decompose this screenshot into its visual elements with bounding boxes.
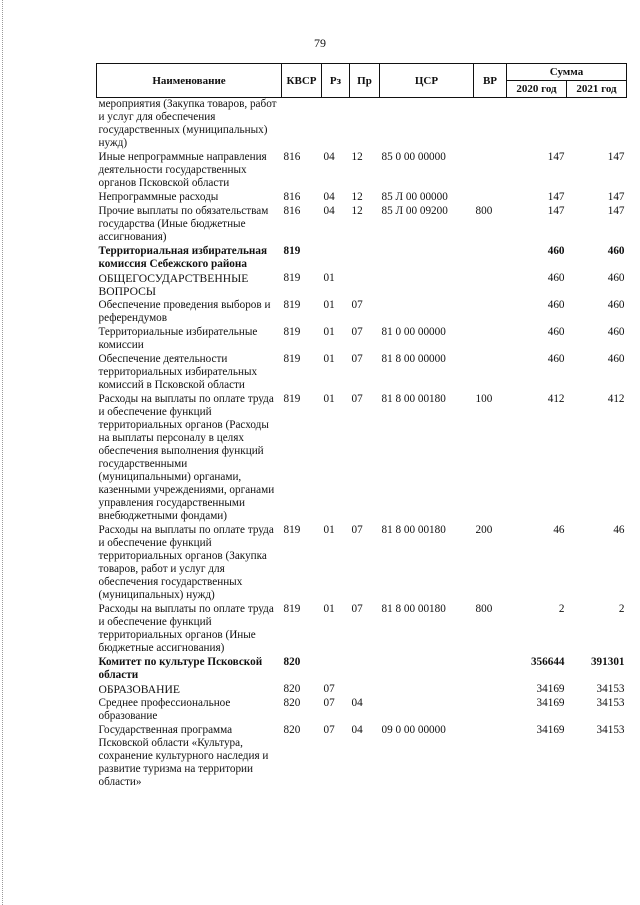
cell-kvsr: 819 bbox=[283, 245, 301, 257]
cell-csr: 85 Л 00 00000 bbox=[381, 191, 448, 203]
cell-sum-2021: 34153 bbox=[596, 697, 625, 709]
cell-name: мероприятия (Закупка товаров, работ и услуг для обеспечения государственных (муниципальных) нужд) bbox=[98, 98, 277, 149]
cell-csr: 81 0 00 00000 bbox=[381, 326, 446, 338]
table-row bbox=[97, 724, 627, 790]
cell-pr: 04 bbox=[351, 724, 363, 736]
cell-rz: 01 bbox=[323, 524, 335, 536]
cell-sum-2020 bbox=[507, 98, 567, 152]
table-row bbox=[97, 272, 627, 299]
cell-rz bbox=[322, 98, 350, 152]
cell-rz: 04 bbox=[323, 151, 335, 163]
cell-kvsr: 816 bbox=[283, 205, 301, 217]
cell-sum-2021: 46 bbox=[613, 524, 625, 536]
cell-kvsr: 819 bbox=[283, 524, 301, 536]
table-row bbox=[97, 603, 627, 656]
cell-sum-2021: 460 bbox=[607, 245, 625, 257]
cell-name: Обеспечение проведения выборов и референдумов bbox=[98, 299, 271, 324]
cell-rz: 01 bbox=[323, 272, 335, 284]
table-row bbox=[97, 353, 627, 393]
cell-sum-2021: 147 bbox=[607, 191, 625, 203]
cell-vr: 800 bbox=[475, 205, 493, 217]
cell-vr bbox=[474, 245, 507, 272]
cell-sum-2021: 460 bbox=[607, 272, 625, 284]
table-row bbox=[97, 697, 627, 724]
cell-sum-2020: 356644 bbox=[530, 656, 565, 668]
cell-pr: 07 bbox=[351, 524, 363, 536]
header-rz: Рз bbox=[322, 64, 350, 98]
cell-name: Территориальная избирательная комиссия Себежского района bbox=[98, 245, 268, 270]
budget-table-grid bbox=[96, 63, 627, 790]
cell-name: Комитет по культуре Псковской области bbox=[98, 656, 263, 681]
cell-name: Расходы на выплаты по оплате труда и обеспечение функций территориальных органов (Расходы на выплаты персоналу в целях обеспечения выполнения функций государственными (муниципальными) органами, казенными учреждениями, органами управления государственными внебюджетными фондами) bbox=[98, 393, 275, 522]
cell-sum-2020: 147 bbox=[547, 191, 565, 203]
header-name: Наименование bbox=[97, 64, 282, 98]
cell-kvsr: 820 bbox=[283, 656, 301, 668]
table-header bbox=[97, 64, 627, 98]
table-row bbox=[97, 683, 627, 697]
cell-name: Среднее профессиональное образование bbox=[98, 697, 231, 722]
cell-kvsr: 819 bbox=[283, 603, 301, 615]
cell-sum-2020: 34169 bbox=[536, 697, 565, 709]
cell-csr bbox=[380, 299, 474, 326]
cell-name: Прочие выплаты по обязательствам государства (Иные бюджетные ассигнования) bbox=[98, 205, 269, 243]
cell-vr bbox=[474, 656, 507, 683]
cell-name: Непрограммные расходы bbox=[98, 191, 219, 203]
cell-kvsr bbox=[282, 98, 322, 152]
cell-pr: 07 bbox=[351, 299, 363, 311]
cell-rz: 07 bbox=[323, 683, 335, 695]
cell-name: Расходы на выплаты по оплате труда и обеспечение функций территориальных органов (Иные бюджетные ассигнования) bbox=[98, 603, 274, 654]
table-row bbox=[97, 524, 627, 603]
cell-vr bbox=[474, 683, 507, 697]
cell-kvsr: 816 bbox=[283, 151, 301, 163]
cell-sum-2020: 46 bbox=[553, 524, 565, 536]
cell-vr: 100 bbox=[475, 393, 493, 405]
table-row bbox=[97, 98, 627, 152]
cell-name: Обеспечение деятельности территориальных избирательных комиссий в Псковской области bbox=[98, 353, 258, 391]
cell-rz: 01 bbox=[323, 299, 335, 311]
cell-rz: 01 bbox=[323, 603, 335, 615]
cell-rz: 07 bbox=[323, 697, 335, 709]
cell-name: Иные непрограммные направления деятельности государственных органов Псковской области bbox=[98, 151, 267, 189]
page-edge bbox=[2, 0, 4, 905]
cell-pr bbox=[350, 656, 380, 683]
cell-sum-2021: 34153 bbox=[596, 683, 625, 695]
cell-pr: 07 bbox=[351, 353, 363, 365]
cell-csr bbox=[380, 98, 474, 152]
cell-csr bbox=[380, 272, 474, 299]
cell-kvsr: 819 bbox=[283, 326, 301, 338]
cell-vr bbox=[474, 191, 507, 205]
cell-pr bbox=[350, 245, 380, 272]
cell-csr: 85 0 00 00000 bbox=[381, 151, 446, 163]
cell-sum-2021: 412 bbox=[607, 393, 625, 405]
cell-csr: 09 0 00 00000 bbox=[381, 724, 446, 736]
header-year-2021: 2021 год bbox=[567, 81, 627, 98]
header-vr: ВР bbox=[474, 64, 507, 98]
cell-name: Расходы на выплаты по оплате труда и обеспечение функций территориальных органов (Закупка товаров, работ и услуг для обеспечения государственных (муниципальных) нужд) bbox=[98, 524, 274, 601]
cell-sum-2021 bbox=[567, 98, 627, 152]
cell-csr bbox=[380, 245, 474, 272]
cell-vr bbox=[474, 299, 507, 326]
cell-kvsr: 820 bbox=[283, 697, 301, 709]
cell-sum-2020: 34169 bbox=[536, 724, 565, 736]
cell-vr bbox=[474, 98, 507, 152]
table-row bbox=[97, 299, 627, 326]
table-row bbox=[97, 656, 627, 683]
cell-rz: 01 bbox=[323, 326, 335, 338]
cell-sum-2020: 34169 bbox=[536, 683, 565, 695]
cell-csr bbox=[380, 683, 474, 697]
cell-kvsr: 819 bbox=[283, 393, 301, 405]
cell-vr bbox=[474, 697, 507, 724]
table-row bbox=[97, 191, 627, 205]
cell-rz: 07 bbox=[323, 724, 335, 736]
cell-sum-2020: 460 bbox=[547, 299, 565, 311]
page-number: 79 bbox=[314, 36, 326, 50]
cell-sum-2020: 460 bbox=[547, 272, 565, 284]
cell-sum-2020: 460 bbox=[547, 245, 565, 257]
cell-sum-2020: 2 bbox=[558, 603, 565, 615]
cell-rz: 01 bbox=[323, 353, 335, 365]
cell-vr bbox=[474, 326, 507, 353]
header-kvsr: КВСР bbox=[282, 64, 322, 98]
header-sum: Сумма bbox=[507, 64, 627, 81]
cell-kvsr: 820 bbox=[283, 683, 301, 695]
cell-sum-2021: 391301 bbox=[590, 656, 625, 668]
cell-kvsr: 819 bbox=[283, 272, 301, 284]
cell-rz: 04 bbox=[323, 205, 335, 217]
cell-pr: 12 bbox=[351, 205, 363, 217]
cell-pr: 12 bbox=[351, 191, 363, 203]
table-row bbox=[97, 245, 627, 272]
cell-rz: 01 bbox=[323, 393, 335, 405]
cell-csr: 81 8 00 00180 bbox=[381, 603, 446, 615]
cell-vr: 200 bbox=[475, 524, 493, 536]
cell-csr bbox=[380, 656, 474, 683]
header-csr: ЦСР bbox=[380, 64, 474, 98]
cell-vr bbox=[474, 724, 507, 790]
cell-sum-2021: 460 bbox=[607, 326, 625, 338]
cell-name: Государственная программа Псковской области «Культура, сохранение культурного наследия и развитие туризма на территории области» bbox=[98, 724, 269, 788]
cell-sum-2021: 460 bbox=[607, 353, 625, 365]
cell-vr: 800 bbox=[475, 603, 493, 615]
cell-pr: 12 bbox=[351, 151, 363, 163]
header-year-2020: 2020 год bbox=[507, 81, 567, 98]
table-row bbox=[97, 205, 627, 245]
cell-name: ОБЩЕГОСУДАРСТВЕННЫЕ ВОПРОСЫ bbox=[98, 272, 249, 298]
cell-pr: 07 bbox=[351, 326, 363, 338]
cell-kvsr: 820 bbox=[283, 724, 301, 736]
cell-csr: 81 8 00 00000 bbox=[381, 353, 446, 365]
cell-kvsr: 816 bbox=[283, 191, 301, 203]
cell-sum-2021: 460 bbox=[607, 299, 625, 311]
cell-pr: 04 bbox=[351, 697, 363, 709]
table-row bbox=[97, 393, 627, 524]
table-body bbox=[97, 98, 627, 791]
cell-pr: 07 bbox=[351, 393, 363, 405]
cell-csr bbox=[380, 697, 474, 724]
cell-vr bbox=[474, 353, 507, 393]
cell-sum-2021: 147 bbox=[607, 151, 625, 163]
cell-sum-2020: 147 bbox=[547, 205, 565, 217]
cell-sum-2020: 147 bbox=[547, 151, 565, 163]
cell-csr: 81 8 00 00180 bbox=[381, 393, 446, 405]
budget-table bbox=[96, 63, 626, 790]
cell-csr: 81 8 00 00180 bbox=[381, 524, 446, 536]
cell-vr bbox=[474, 151, 507, 191]
cell-rz: 04 bbox=[323, 191, 335, 203]
table-row bbox=[97, 151, 627, 191]
cell-name: Территориальные избирательные комиссии bbox=[98, 326, 258, 351]
cell-sum-2021: 34153 bbox=[596, 724, 625, 736]
cell-name: ОБРАЗОВАНИЕ bbox=[98, 683, 180, 696]
cell-pr bbox=[350, 272, 380, 299]
header-pr: Пр bbox=[350, 64, 380, 98]
cell-pr bbox=[350, 98, 380, 152]
cell-pr: 07 bbox=[351, 603, 363, 615]
table-row bbox=[97, 326, 627, 353]
cell-sum-2021: 2 bbox=[618, 603, 625, 615]
cell-vr bbox=[474, 272, 507, 299]
cell-csr: 85 Л 00 09200 bbox=[381, 205, 448, 217]
cell-rz bbox=[322, 656, 350, 683]
cell-sum-2021: 147 bbox=[607, 205, 625, 217]
cell-sum-2020: 460 bbox=[547, 353, 565, 365]
cell-sum-2020: 460 bbox=[547, 326, 565, 338]
cell-sum-2020: 412 bbox=[547, 393, 565, 405]
cell-kvsr: 819 bbox=[283, 353, 301, 365]
cell-rz bbox=[322, 245, 350, 272]
cell-pr bbox=[350, 683, 380, 697]
cell-kvsr: 819 bbox=[283, 299, 301, 311]
